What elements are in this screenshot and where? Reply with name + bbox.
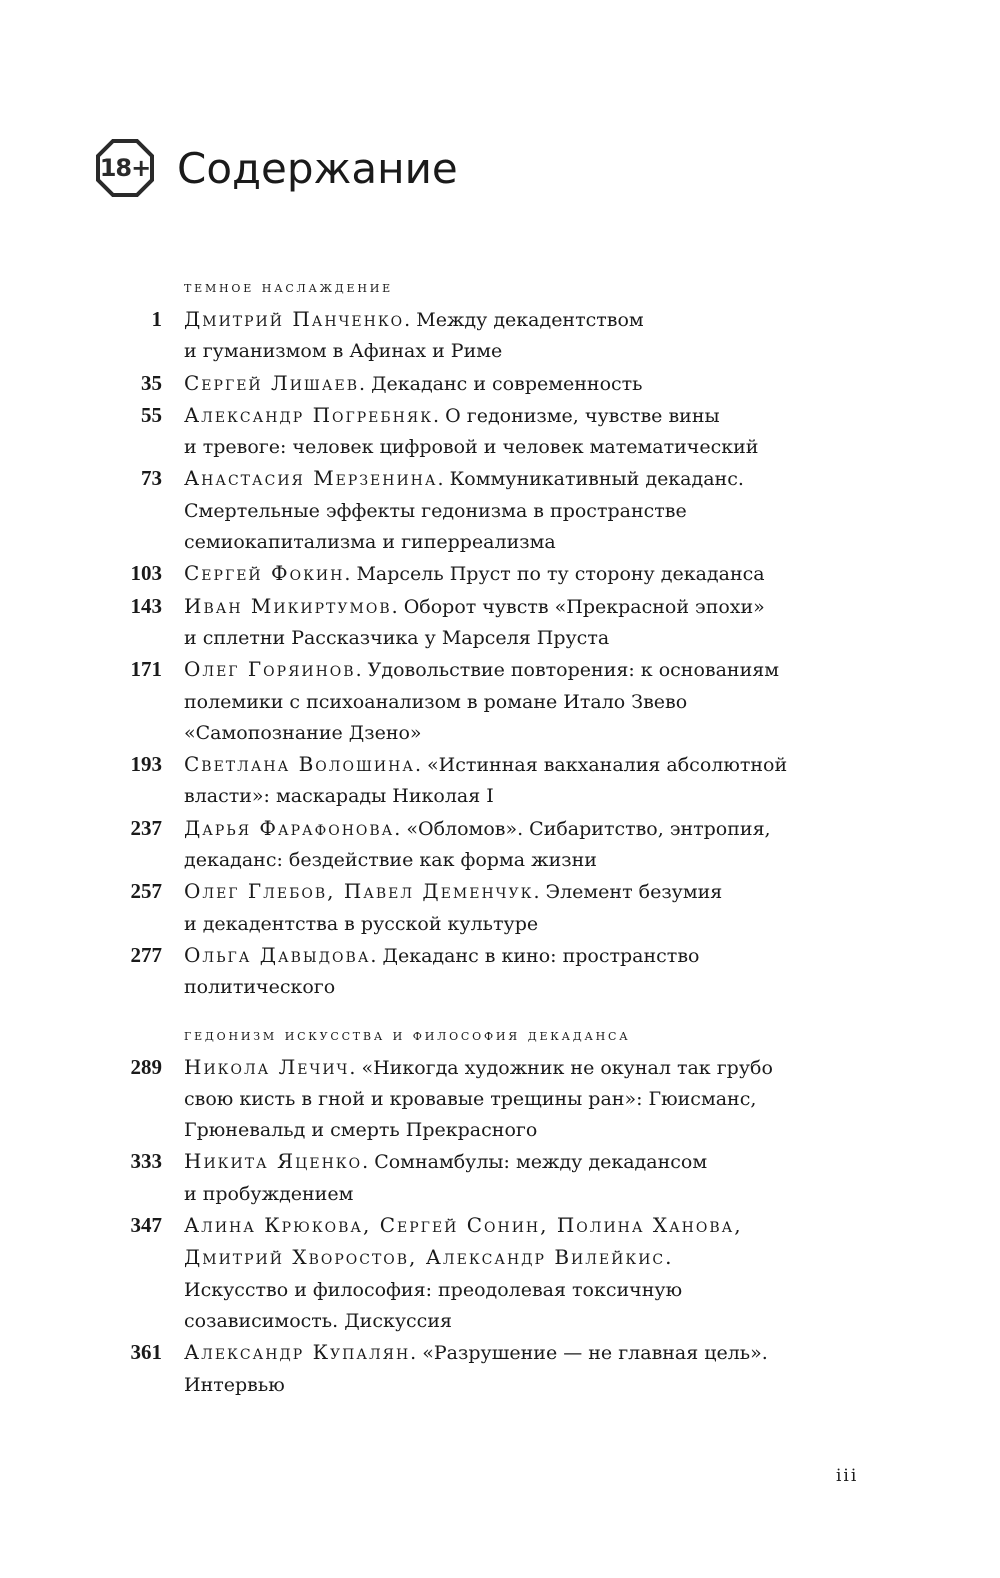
entry-text: Олег Глебов, Павел Деменчук. Элемент безумия и декадентства в русской культуре xyxy=(184,879,723,935)
toc-entry xyxy=(110,1146,870,1210)
page-number: 193 xyxy=(130,752,162,777)
page-number: 361 xyxy=(130,1340,162,1365)
entry-text: Сергей Фокин. Марсель Пруст по ту сторону декаданса xyxy=(184,561,765,586)
page-folio: iii xyxy=(836,1466,859,1486)
entry-author: Алина Крюкова, Сергей Сонин, Полина Ханова, xyxy=(184,1213,743,1238)
entry-title-line: Декаданс в кино: пространство xyxy=(382,944,700,967)
entry-title-line: Декаданс и современность xyxy=(371,372,643,395)
entry-author: Дмитрий Панченко xyxy=(184,307,405,331)
entry-title-line: Элемент безумия xyxy=(545,881,723,904)
page-number: 55 xyxy=(141,402,162,427)
entry-author: Олег Глебов, Павел Деменчук xyxy=(184,879,534,904)
entry-title-line: и пробуждением xyxy=(184,1182,354,1205)
page-number: 143 xyxy=(130,593,162,618)
page-number: 103 xyxy=(130,561,162,586)
toc-entry xyxy=(110,304,870,368)
entry-text xyxy=(184,1210,864,1337)
page-number: 171 xyxy=(130,657,162,682)
toc-entry xyxy=(110,749,870,813)
page-number: 35 xyxy=(141,370,162,395)
entry-author: Ольга Давыдова xyxy=(184,942,371,967)
page-title: Содержание xyxy=(177,143,458,193)
entry-title-line: Сомнамбулы: между декадансом xyxy=(374,1151,708,1174)
entry-title-line: семиокапитализма и гиперреализма xyxy=(184,531,556,554)
entry-title-line: Интервью xyxy=(184,1373,285,1396)
section-heading-1: темное наслаждение xyxy=(184,278,393,296)
entry-title-line: Оборот чувств «Прекрасной эпохи» xyxy=(403,595,765,618)
entry-author: Александр Купалян xyxy=(184,1340,411,1365)
entry-title-line: «Обломов». Сибаритство, энтропия, xyxy=(406,817,771,840)
entry-text: Олег Горяинов. Удовольствие повторения: к основаниям полемики с психоанализом в романе Итало Звево «Самопознание Дзено» xyxy=(184,657,779,744)
entry-title-line: политического xyxy=(184,976,336,999)
page-number: 289 xyxy=(130,1054,162,1079)
entry-author: Светлана Волошина xyxy=(184,752,415,777)
page-number: 257 xyxy=(130,879,162,904)
entry-title-line: Марсель Пруст по ту сторону декаданса xyxy=(356,563,765,586)
toc-entry xyxy=(110,813,870,877)
page-number: 73 xyxy=(141,466,162,491)
entry-title-line: и сплетни Рассказчика у Марселя Пруста xyxy=(184,626,610,649)
page-number: 237 xyxy=(130,815,162,840)
entry-text: Светлана Волошина. «Истинная вакханалия абсолютной власти»: маскарады Николая I xyxy=(184,752,788,808)
toc-entry xyxy=(110,463,870,558)
age-rating-text: 18+ xyxy=(99,154,151,182)
entry-title-line: свою кисть в гной и кровавые трещины ран»: Гюисманс, xyxy=(184,1087,757,1110)
entry-author: Никола Лечич xyxy=(184,1054,350,1079)
entry-text: Сергей Лишаев. Декаданс и современность xyxy=(184,370,643,395)
entry-title-line: О гедонизме, чувстве вины xyxy=(445,404,720,427)
entry-title-line: Искусство и философия: преодолевая токсичную xyxy=(184,1278,683,1301)
entry-title-line: Смертельные эффекты гедонизма в пространстве xyxy=(184,499,687,522)
toc-entry xyxy=(110,1337,870,1401)
entry-title-line: власти»: маскарады Николая I xyxy=(184,785,494,808)
entry-title-line: Удовольствие повторения: к основаниям xyxy=(367,659,779,682)
entry-text: Никита Яценко. Сомнамбулы: между декадансом и пробуждением xyxy=(184,1149,708,1205)
entry-text: Дмитрий Панченко. Между декадентством и гуманизмом в Афинах и Риме xyxy=(184,307,644,363)
entry-title-line: и тревоге: человек цифровой и человек математический xyxy=(184,436,759,459)
toc-entry xyxy=(110,591,870,655)
entry-title-line: Между декадентством xyxy=(416,309,644,331)
entry-author: Сергей Фокин xyxy=(184,561,345,586)
entry-author: Никита Яценко xyxy=(184,1149,363,1174)
entry-text: Дарья Фарафонова. «Обломов». Сибаритство, энтропия, декаданс: бездействие как форма жизни xyxy=(184,815,771,872)
table-of-contents xyxy=(110,272,870,1401)
entry-title-line: и гуманизмом в Афинах и Риме xyxy=(184,340,503,363)
toc-entry xyxy=(110,1052,870,1147)
toc-entry xyxy=(110,876,870,940)
entry-title-line: Коммуникативный декаданс. xyxy=(449,468,744,491)
page-number: 347 xyxy=(130,1213,162,1238)
entry-title-line: декаданс: бездействие как форма жизни xyxy=(184,849,597,872)
section-heading-2: гедонизм искусства и философия декаданса xyxy=(184,1025,631,1044)
entry-author: Анастасия Мерзенина xyxy=(184,466,438,491)
toc-entry xyxy=(110,400,870,464)
entry-title-line: «Разрушение — не главная цель». xyxy=(422,1342,768,1365)
toc-entry xyxy=(110,940,870,1004)
entry-title-line: и декадентства в русской культуре xyxy=(184,912,539,935)
entry-title-line: Грюневальд и смерть Прекрасного xyxy=(184,1119,538,1142)
entry-title-line: «Истинная вакханалия абсолютной xyxy=(427,754,788,777)
entry-text: Иван Микиртумов. Оборот чувств «Прекрасной эпохи» и сплетни Рассказчика у Марселя Пруста xyxy=(184,593,765,649)
entry-author: Сергей Лишаев xyxy=(184,370,359,395)
entry-text: Анастасия Мерзенина. Коммуникативный декаданс. Смертельные эффекты гедонизма в пространстве семиокапитализма и гиперреализма xyxy=(184,466,744,554)
entry-text: Ольга Давыдова. Декаданс в кино: пространство политического xyxy=(184,942,700,999)
entry-text: Никола Лечич. «Никогда художник не окунал так грубо свою кисть в гной и кровавые трещины ран»: Гюисманс, Грюневальд и смерть Прекрасного xyxy=(184,1054,773,1142)
entry-text: Александр Погребняк. О гедонизме, чувстве вины и тревоге: человек цифровой и человек математический xyxy=(184,402,759,459)
toc-entry xyxy=(110,654,870,749)
page-number: 1 xyxy=(151,307,162,331)
entry-text: Александр Купалян. «Разрушение — не главная цель». Интервью xyxy=(184,1340,768,1396)
toc-entry xyxy=(110,558,870,590)
entry-title-line: созависимость. Дискуссия xyxy=(184,1309,452,1332)
entry-author: Иван Микиртумов xyxy=(184,593,392,618)
entry-author: Олег Горяинов xyxy=(184,657,356,682)
age-rating-badge xyxy=(95,138,155,198)
page-header xyxy=(95,138,458,198)
toc-entry xyxy=(110,1210,870,1337)
entry-title-line: полемики с психоанализом в романе Итало Звево xyxy=(184,690,688,713)
page-number: 277 xyxy=(130,942,162,967)
toc-entry xyxy=(110,368,870,400)
entry-title-line: «Никогда художник не окунал так грубо xyxy=(361,1056,773,1079)
entry-author: Дарья Фарафонова xyxy=(184,815,395,840)
entry-author: Александр Погребняк xyxy=(184,402,434,427)
entry-title-line: «Самопознание Дзено» xyxy=(184,721,422,744)
page-number: 333 xyxy=(130,1149,162,1174)
entry-author-line: Дмитрий Хворостов, Александр Вилейкис. xyxy=(184,1245,674,1270)
